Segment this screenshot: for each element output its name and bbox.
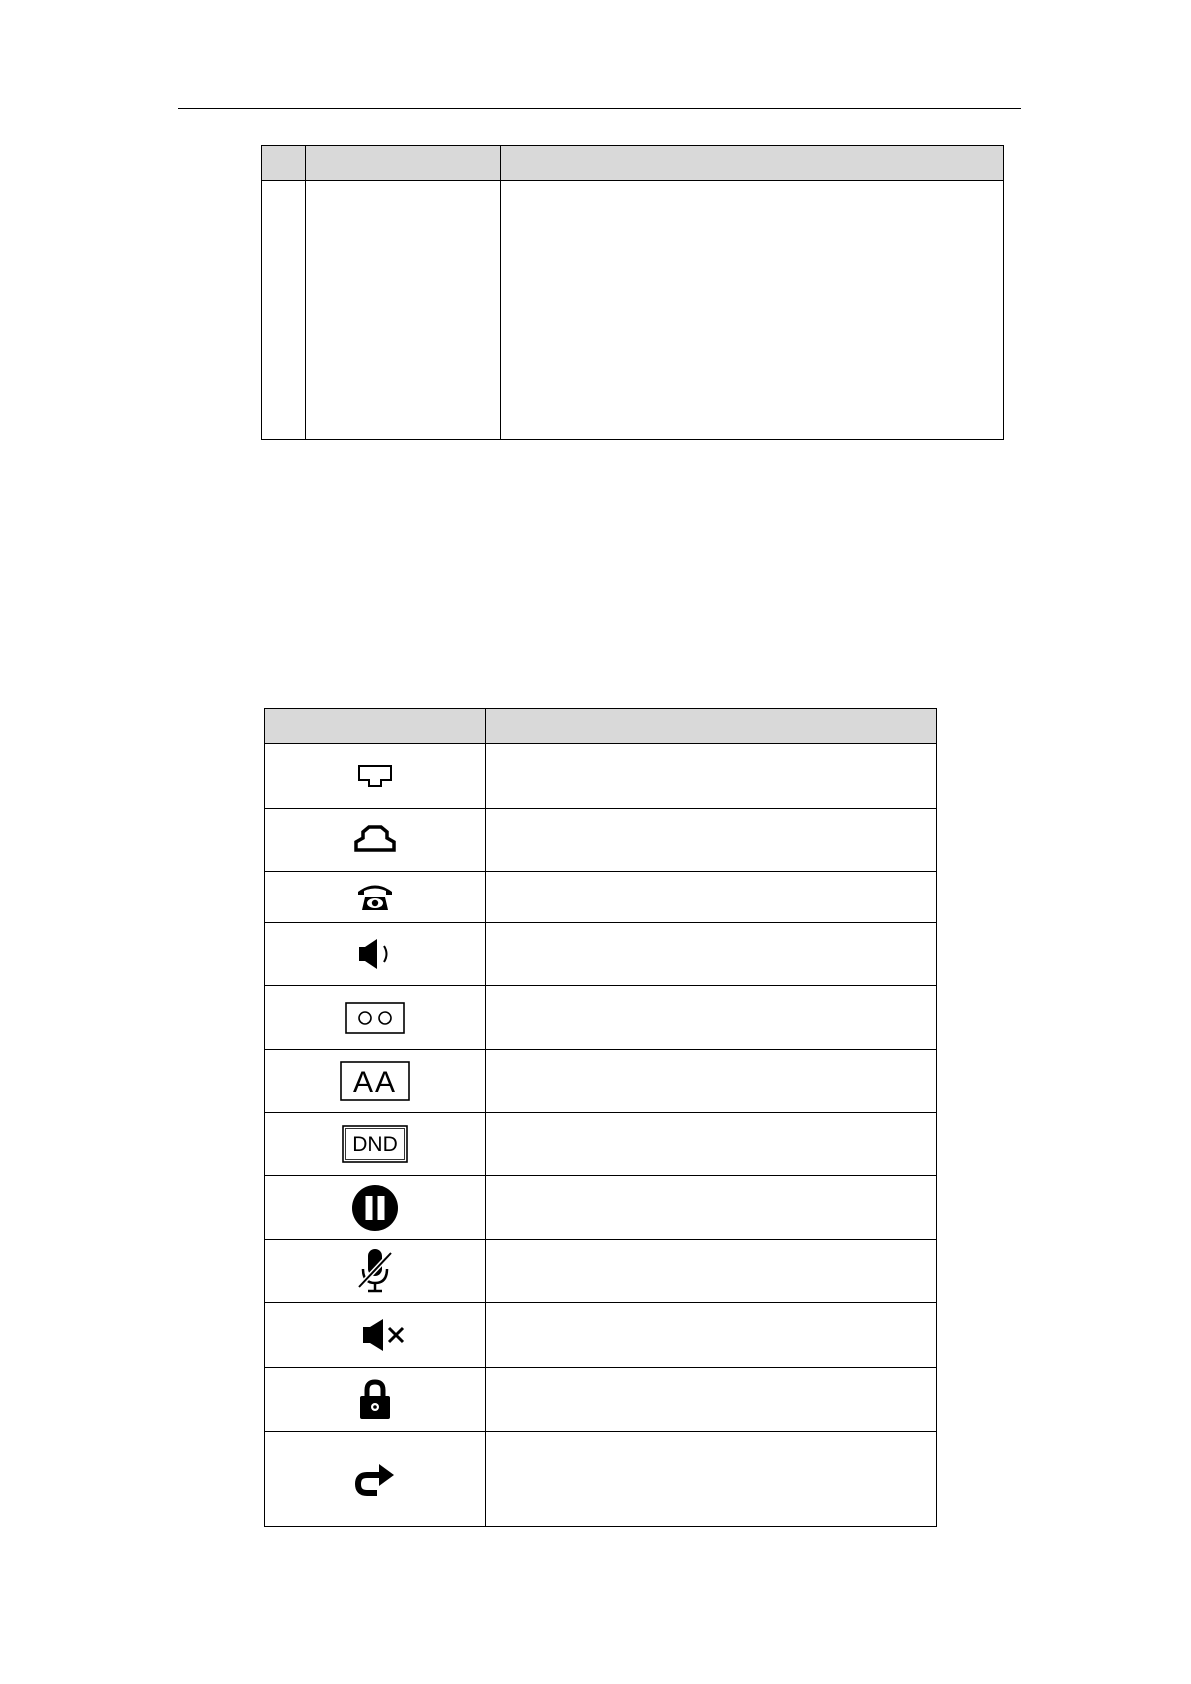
svg-text:DND: DND (352, 1133, 398, 1156)
table-row (265, 1432, 937, 1527)
column-header (265, 709, 486, 744)
table-row (265, 872, 937, 923)
table-row (265, 744, 937, 809)
dnd-icon (342, 1125, 408, 1163)
handset-off-hook-icon (353, 824, 397, 856)
icon-description (486, 1050, 937, 1113)
mute-icon (355, 1247, 395, 1295)
column-header (501, 146, 1004, 181)
table-row (265, 809, 937, 872)
table-row (265, 1303, 937, 1368)
header-rule (178, 108, 1021, 109)
table-row (265, 923, 937, 986)
icon-description (486, 986, 937, 1050)
column-header (306, 146, 501, 181)
table-row (265, 986, 937, 1050)
call-hold-icon (351, 1184, 399, 1232)
table-row (265, 1113, 937, 1176)
icon-description (486, 1368, 937, 1432)
keypad-lock-icon (358, 1379, 392, 1421)
table-row (265, 1050, 937, 1113)
icon-description (486, 1240, 937, 1303)
speakerphone-icon (357, 937, 393, 971)
top-table (261, 145, 1004, 440)
table-cell (306, 181, 501, 440)
icon-description (486, 923, 937, 986)
table-cell (262, 181, 306, 440)
ringer-volume-off-icon (361, 1317, 407, 1353)
icon-description (486, 809, 937, 872)
svg-text:AA: AA (352, 1066, 398, 1099)
table-row (265, 1176, 937, 1240)
column-header (262, 146, 306, 181)
table-header-row (262, 146, 1004, 181)
column-header (486, 709, 937, 744)
auto-answer-icon (340, 1061, 410, 1101)
voicemail-icon (345, 1002, 405, 1034)
icon-description (486, 872, 937, 923)
table-cell (501, 181, 1004, 440)
icon-description (486, 1432, 937, 1527)
table-header-row (265, 709, 937, 744)
icon-description (486, 744, 937, 809)
table-row (265, 1240, 937, 1303)
call-forward-icon (353, 1459, 397, 1499)
icon-description (486, 1113, 937, 1176)
network-port-icon (357, 763, 393, 789)
icon-table (264, 708, 937, 1527)
headset-phone-icon (356, 881, 394, 913)
table-row (265, 1368, 937, 1432)
table-row (262, 181, 1004, 440)
icon-description (486, 1176, 937, 1240)
icon-description (486, 1303, 937, 1368)
